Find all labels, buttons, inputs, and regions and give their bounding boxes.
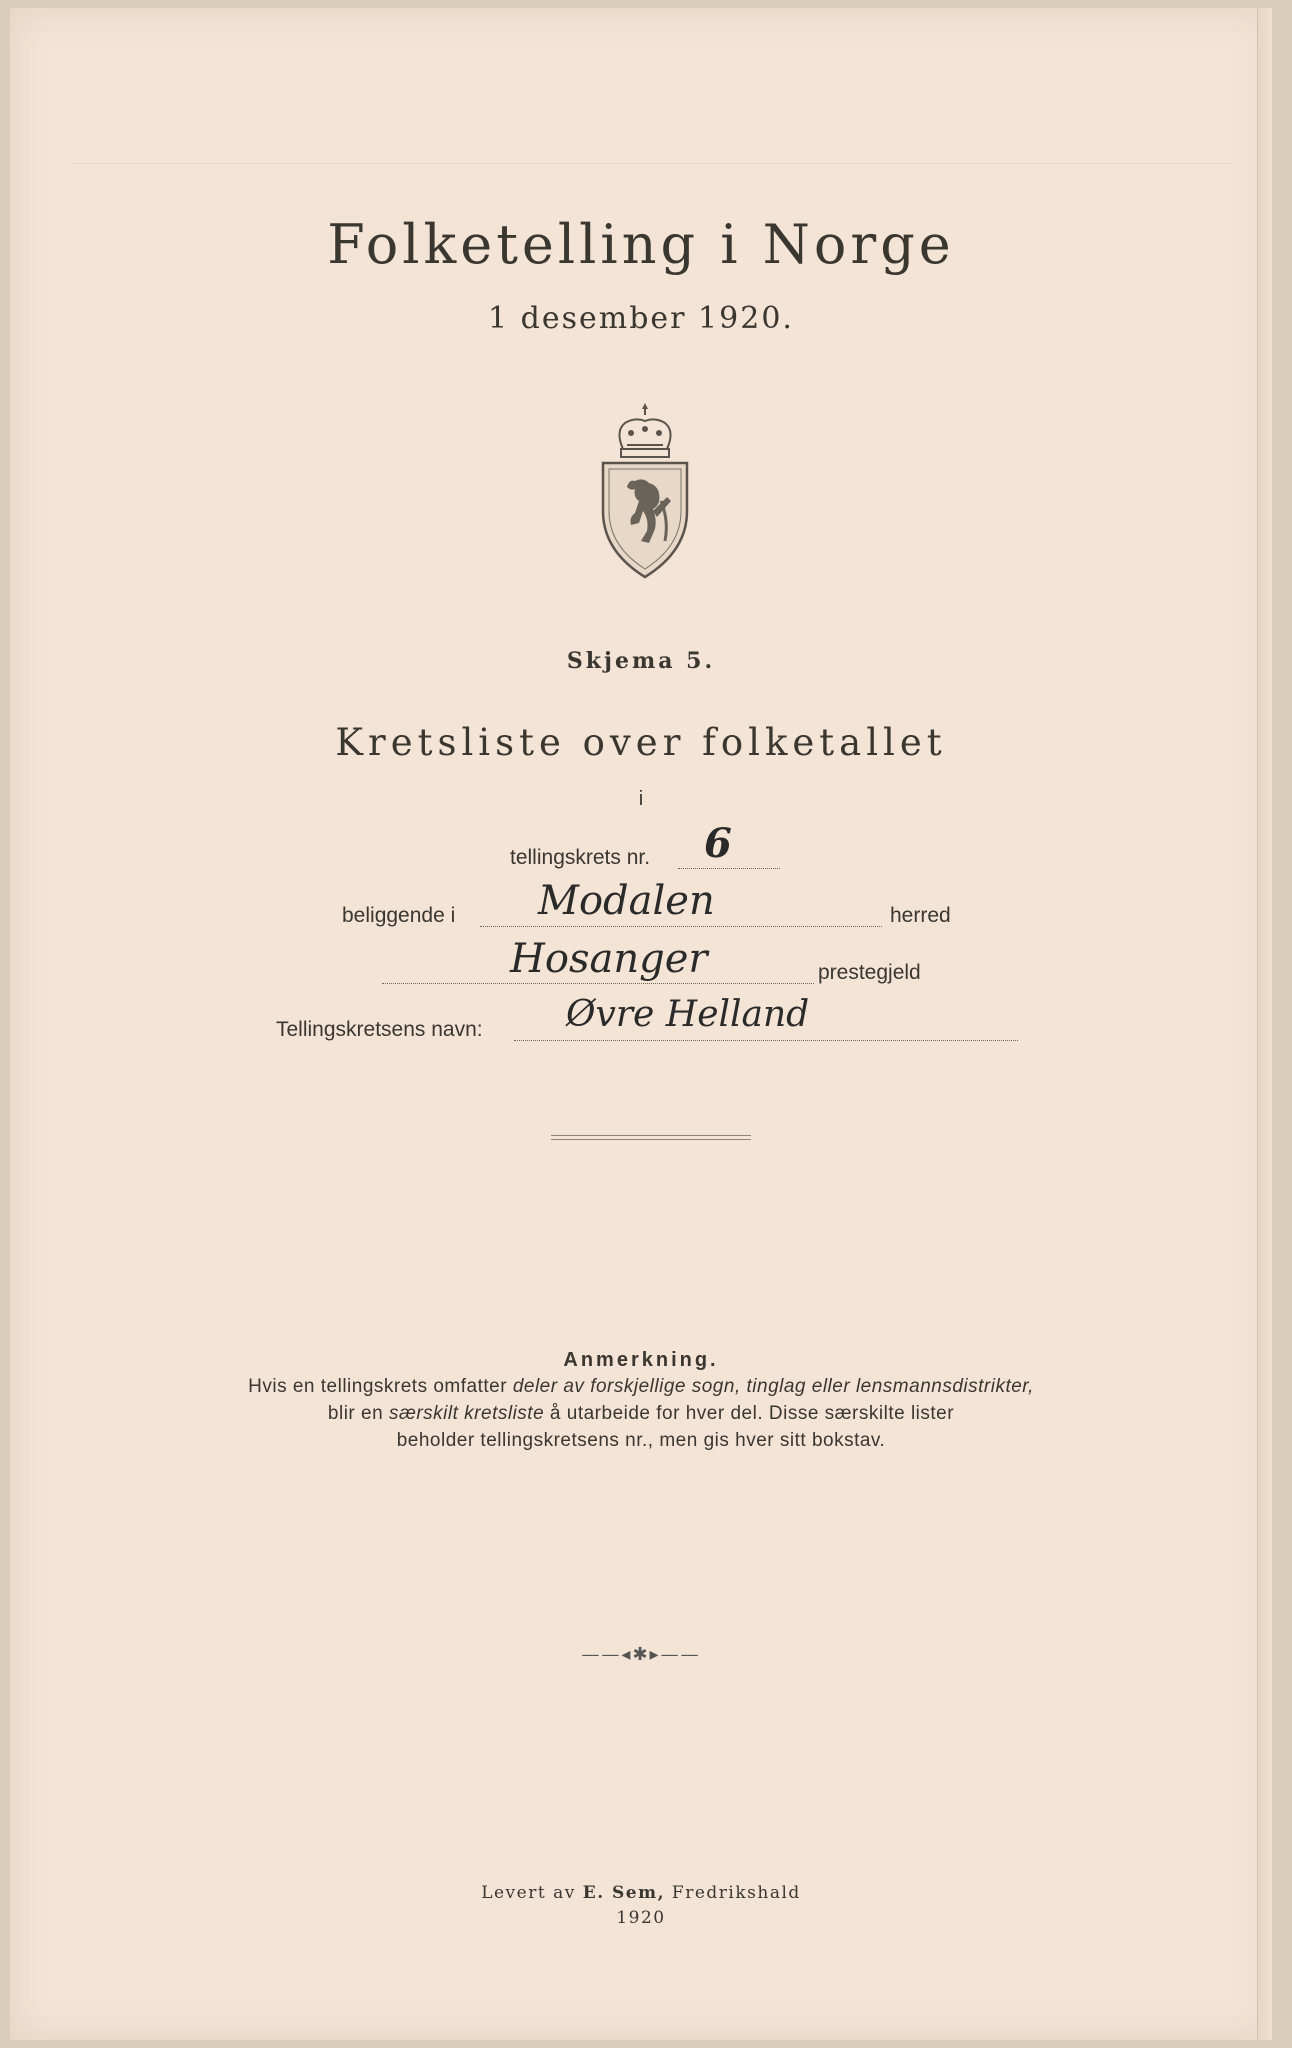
note-line-1-emphasis: deler av forskjellige sogn, tinglag eller lensmannsdistrikter,	[512, 1376, 1034, 1397]
divider-rule-top	[551, 1135, 751, 1136]
census-date: 1 desember 1920.	[488, 301, 794, 336]
note-line-3: beholder tellingskretsens nr., men gis hver sitt bokstav.	[396, 1430, 886, 1451]
document-title: Folketelling i Norge	[327, 213, 955, 276]
divider-rule-bottom	[551, 1139, 751, 1140]
prestegjeld-label: prestegjeld	[818, 961, 921, 984]
note-line-1	[10, 1376, 1272, 1398]
form-heading: Kretsliste over folketallet	[335, 721, 947, 764]
krets-navn-value[interactable]: Øvre Helland	[566, 994, 810, 1035]
printer-credit	[10, 1883, 1272, 1903]
tellingskrets-value[interactable]: 6	[704, 820, 732, 867]
schema-number: Skjema 5.	[566, 648, 716, 674]
note-line-2-text-b: å utarbeide for hver del. Disse særskilte lister	[544, 1403, 955, 1424]
note-line-2-emphasis: særskilt kretsliste	[388, 1403, 545, 1424]
herred-label: herred	[890, 904, 951, 927]
krets-navn-label: Tellingskretsens navn:	[276, 1018, 483, 1041]
printer-name: E. Sem,	[582, 1883, 666, 1903]
beliggende-label: beliggende i	[342, 904, 456, 927]
herred-line	[480, 926, 882, 927]
prestegjeld-line	[382, 983, 814, 984]
printer-credit-prefix: Levert av	[481, 1883, 583, 1903]
faint-ruling	[70, 163, 1232, 164]
prestegjeld-value[interactable]: Hosanger	[510, 936, 708, 982]
ornament-divider: ——◂✱▸——	[581, 1644, 701, 1665]
krets-navn-line	[514, 1040, 1018, 1041]
norwegian-coat-of-arms-icon	[595, 401, 695, 581]
printer-year: 1920	[616, 1908, 666, 1928]
herred-value[interactable]: Modalen	[538, 878, 715, 924]
note-line-1-text: Hvis en tellingskrets omfatter	[248, 1376, 513, 1397]
census-form-page	[10, 8, 1272, 2040]
tellingskrets-label: tellingskrets nr.	[510, 846, 651, 869]
note-line-2-text-a: blir en	[327, 1403, 389, 1424]
connector-word: i	[638, 788, 644, 810]
note-heading: Anmerkning.	[563, 1349, 719, 1371]
tellingskrets-line	[678, 868, 780, 869]
printer-city: Fredrikshald	[665, 1883, 801, 1903]
note-line-2	[10, 1403, 1272, 1425]
